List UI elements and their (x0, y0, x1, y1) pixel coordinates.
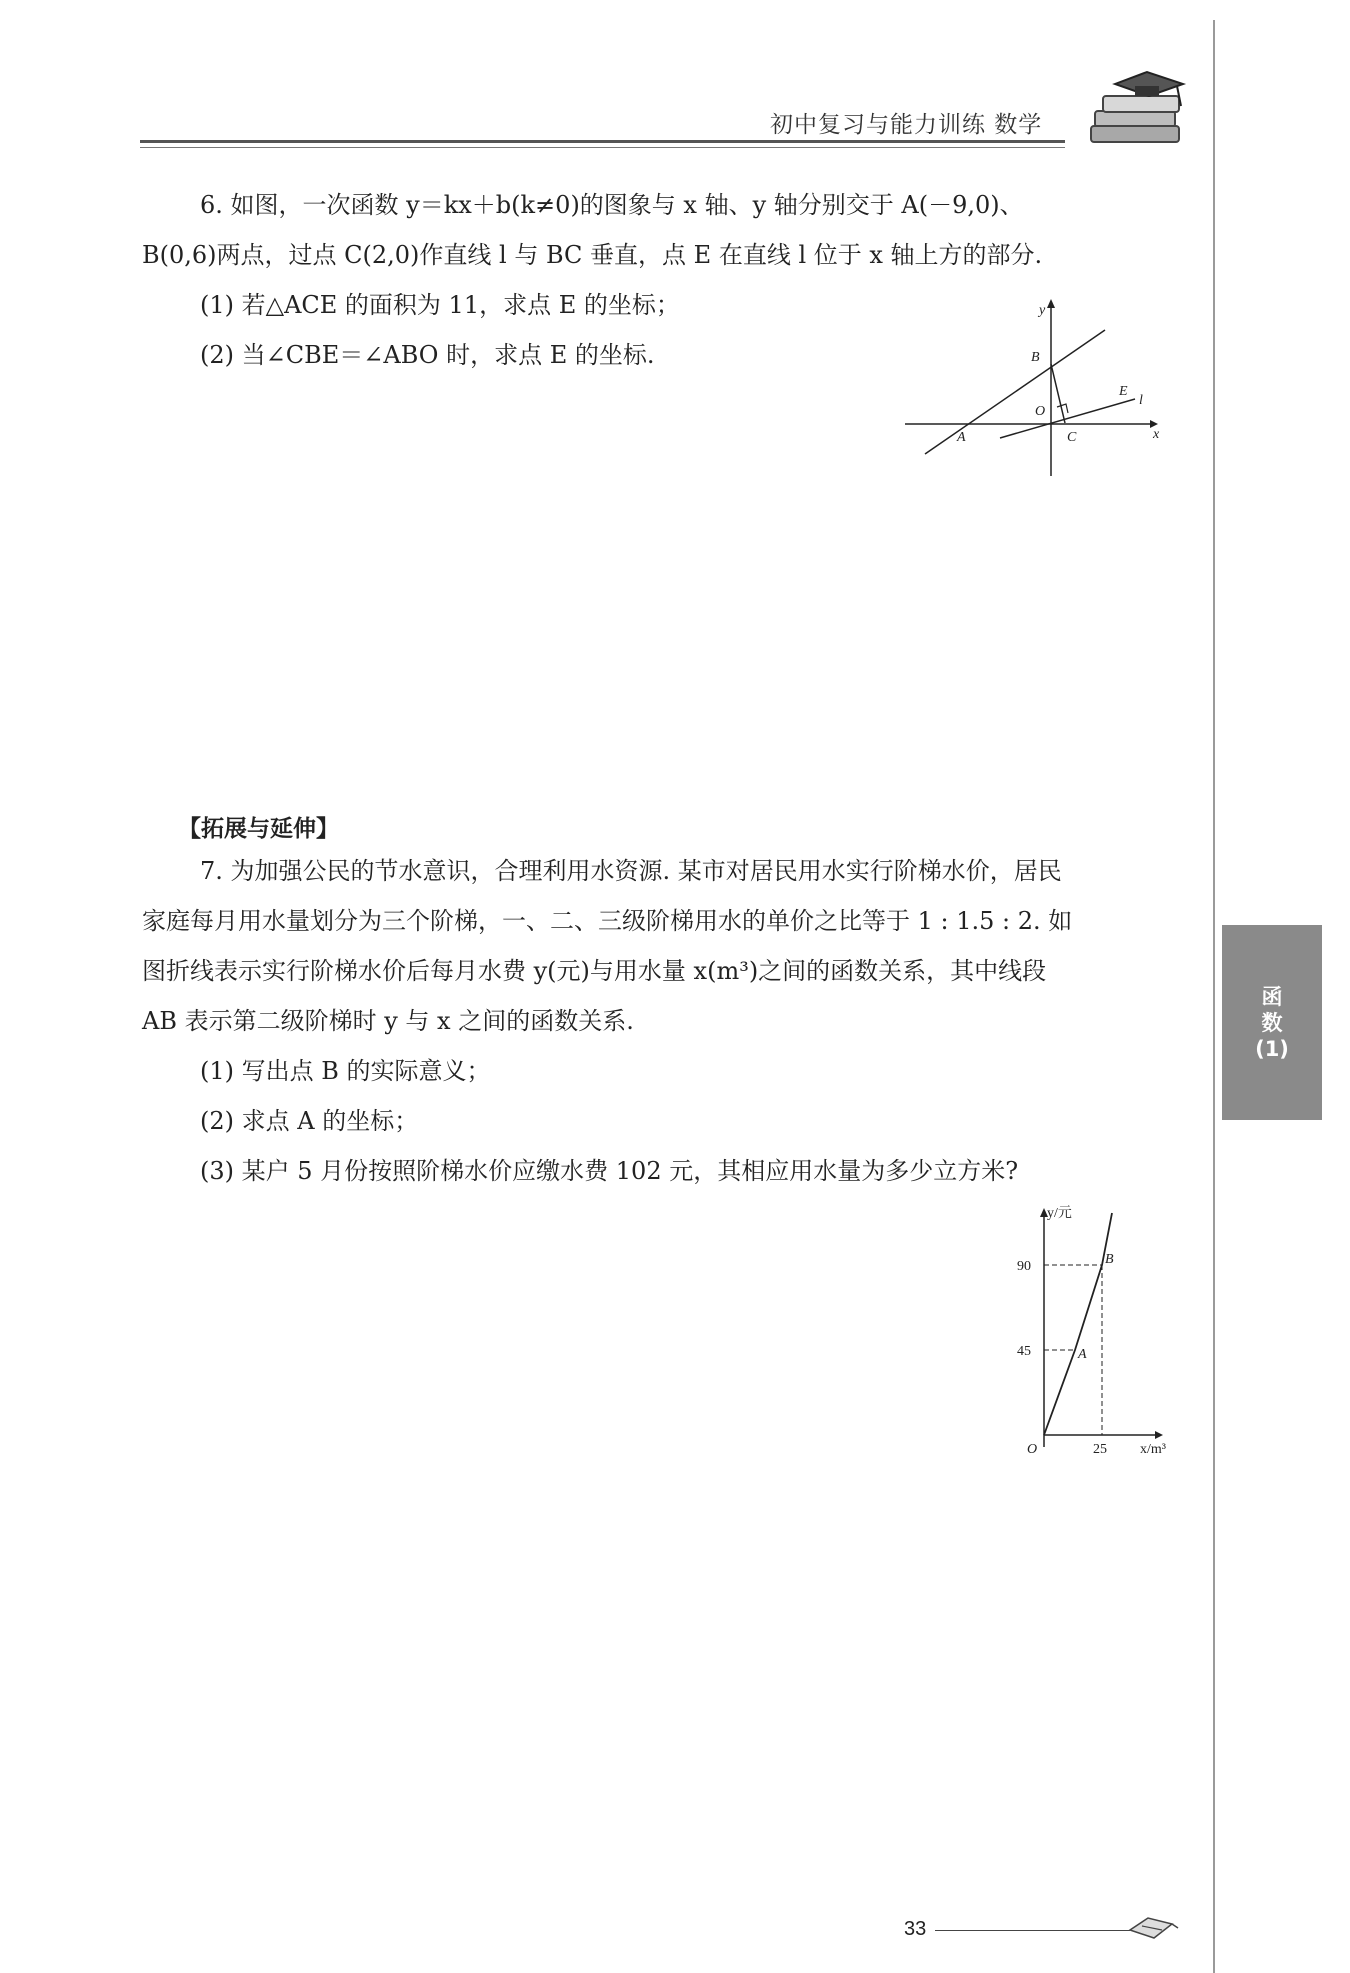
fig2-label-B: B (1105, 1252, 1114, 1267)
chapter-side-tab (1222, 925, 1322, 1120)
problem6-line2: B(0,6)两点，过点 C(2,0)作直线 l 与 BC 垂直，点 E 在直线 l 位于 x 轴上方的部分. (142, 241, 1043, 269)
fig1-label-x: x (1153, 427, 1160, 442)
problem7-question3: (3) 某户 5 月份按照阶梯水价应缴水费 102 元，其相应用水量为多少立方米? (200, 1157, 1019, 1185)
books-graduation-cap-icon (1085, 66, 1195, 156)
problem6-line1: 6. 如图，一次函数 y＝kx＋b(k≠0)的图象与 x 轴、y 轴分别交于 A(－9,0)、 (200, 191, 1024, 219)
problem7-figure (1005, 1195, 1195, 1460)
fig1-label-C: C (1067, 430, 1077, 445)
problem7-line1: 7. 为加强公民的节水意识，合理利用水资源. 某市对居民用水实行阶梯水价，居民 (200, 857, 1062, 885)
page-corner-icon (1128, 1914, 1180, 1942)
side-tab-char-3: (1) (1255, 1036, 1289, 1061)
fig2-tick-45: 45 (1017, 1344, 1031, 1359)
problem7-question2: (2) 求点 A 的坐标； (200, 1107, 419, 1135)
fig1-label-B: B (1031, 350, 1040, 365)
problem7-question1: (1) 写出点 B 的实际意义； (200, 1057, 491, 1085)
fig2-tick-25: 25 (1093, 1442, 1107, 1457)
header-title: 初中复习与能力训练 数学 (770, 112, 1043, 138)
problem6-figure (905, 296, 1165, 486)
fig1-segment-BC (1051, 364, 1065, 423)
problem7-line4: AB 表示第二级阶梯时 y 与 x 之间的函数关系. (142, 1007, 634, 1035)
problem7-line3: 图折线表示实行阶梯水价后每月水费 y(元)与用水量 x(m³)之间的函数关系，其中线段 (142, 957, 1047, 985)
fig1-label-y: y (1039, 303, 1046, 318)
problem7-line2: 家庭每月用水量划分为三个阶梯，一、二、三级阶梯用水的单价之比等于 1 : 1.5 : 2. 如 (142, 907, 1073, 935)
fig2-ylabel: y/元 (1047, 1206, 1072, 1221)
fig1-line-AB (925, 330, 1105, 454)
section-heading: 【拓展与延伸】 (178, 816, 339, 842)
side-tab-char-2: 数 (1261, 1010, 1283, 1035)
fig2-origin-label: O (1027, 1442, 1038, 1457)
header-rule (140, 140, 1065, 143)
fig2-xlabel: x/m³ (1140, 1442, 1166, 1457)
fig1-label-l: l (1139, 393, 1143, 408)
problem6-question2: (2) 当∠CBE＝∠ABO 时，求点 E 的坐标. (200, 341, 655, 369)
fig2-tick-90: 90 (1017, 1259, 1031, 1274)
fig1-label-A: A (957, 430, 966, 445)
fig1-label-E: E (1119, 384, 1128, 399)
side-tab-char-1: 函 (1261, 984, 1283, 1009)
fig1-y-arrow (1047, 299, 1055, 308)
fig1-label-O: O (1035, 404, 1046, 419)
page-edge-line (1213, 20, 1215, 1973)
fig2-x-arrow (1155, 1431, 1163, 1439)
footer-rule (935, 1930, 1130, 1931)
page-number: 33 (904, 1918, 927, 1940)
header-rule-thin (140, 147, 1065, 148)
problem6-question1: (1) 若△ACE 的面积为 11，求点 E 的坐标； (200, 291, 680, 319)
fig2-label-A: A (1078, 1347, 1087, 1362)
